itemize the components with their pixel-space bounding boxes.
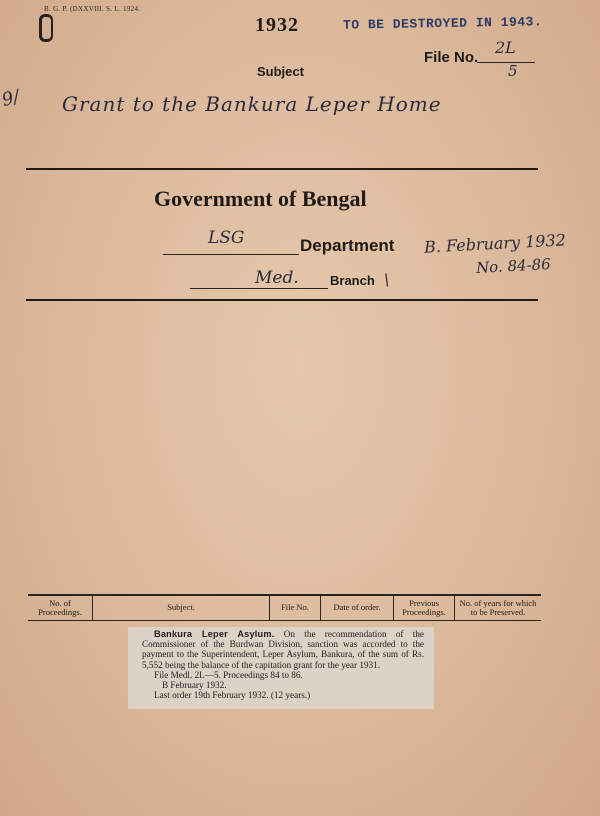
government-title: Government of Bengal	[154, 186, 367, 211]
destruction-stamp: TO BE DESTROYED IN 1943.	[342, 14, 543, 33]
margin-note: 9/	[0, 86, 22, 111]
slip-date-line: B February 1932.	[162, 680, 227, 691]
department-label: Department	[300, 236, 395, 255]
department-handwritten: LSG	[208, 228, 245, 248]
branch-handwritten: Med.	[255, 268, 299, 288]
subject-handwritten: Grant to the Bankura Leper Home	[62, 92, 442, 116]
column-header: No. of years for which to be Preserved.	[455, 595, 542, 621]
branch-label: Branch	[330, 273, 375, 288]
column-header: File No.	[270, 595, 321, 621]
department-rule	[163, 254, 299, 255]
slip-last-order: Last order 19th February 1932. (12 years.)	[154, 690, 311, 701]
file-year: 1932	[255, 14, 299, 36]
register-table	[28, 594, 541, 621]
column-header: No. of Proceedings.	[28, 595, 93, 621]
binder-clip-mark	[39, 14, 53, 42]
slip-paragraph	[142, 629, 424, 670]
slip-body: On the recommendation of the Commissioner of the Burdwan Division, sanction was accorded to the payment to the Superintendent, Leper Asylum, Bankura, of the sum of Rs. 5,552 being the balance of the capitation grant for the year 1931.	[142, 629, 425, 670]
subject-label: Subject	[257, 64, 304, 79]
column-header: Subject.	[93, 595, 270, 621]
column-header: Date of order.	[321, 595, 394, 621]
pencil-tick-mark: \	[384, 270, 390, 289]
column-header: Previous Proceedings.	[394, 595, 455, 621]
file-number-rule	[477, 62, 535, 63]
title-block-divider	[26, 299, 538, 301]
branch-rule	[190, 288, 328, 289]
proceedings-date-handwritten: B. February 1932	[423, 230, 567, 257]
form-code: B. G. P. (DXXVIII. S. L. 1924.	[44, 5, 141, 13]
summary-slip	[128, 627, 434, 709]
proceedings-number-handwritten: No. 84-86	[475, 255, 552, 277]
file-sub-number-handwritten: 5	[508, 62, 518, 80]
header-divider	[26, 168, 538, 170]
slip-heading: Bankura Leper Asylum.	[154, 629, 275, 639]
file-number-handwritten: 2L	[495, 38, 516, 57]
register-header-row	[28, 595, 541, 621]
slip-file-line: File Medl. 2L—5. Proceedings 84 to 86.	[154, 669, 303, 680]
file-number-label: File No.	[424, 49, 479, 66]
